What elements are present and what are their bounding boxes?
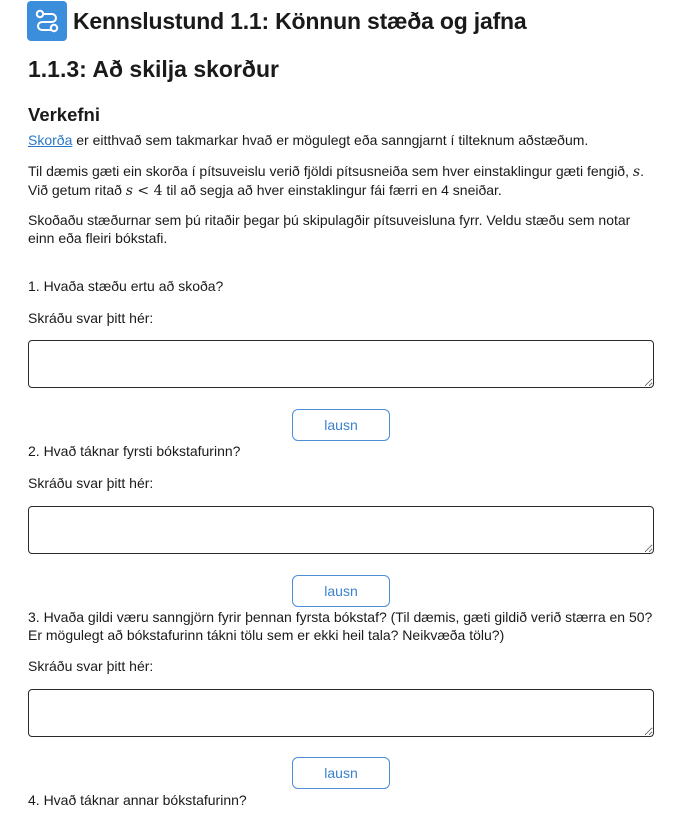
- answer-prompt-2: Skráðu svar þitt hér:: [28, 475, 154, 491]
- lesson-path-icon: [27, 1, 67, 41]
- solution-button-1[interactable]: lausn: [292, 409, 390, 441]
- intro-paragraph-1-text: er eitthvað sem takmarkar hvað er mögulegt eða sanngjarnt í tilteknum aðstæðum.: [72, 132, 589, 148]
- answer-prompt-3: Skráðu svar þitt hér:: [28, 658, 154, 674]
- intro-paragraph-3: Skoðaðu stæðurnar sem þú ritaðir þegar þú skipulagðir pítsuveisluna fyrr. Veldu stæðu sem notar einn eða fleiri bókstafi.: [28, 212, 631, 246]
- lesson-title: Kennslustund 1.1: Könnun stæða og jafna: [73, 7, 527, 34]
- section-title: 1.1.3: Að skilja skorður: [28, 56, 279, 82]
- math-inequality-variable: s: [125, 183, 133, 199]
- intro-paragraph-2-part-c: til að segja að hver einstaklingur fái færri en 4 sneiðar.: [162, 182, 502, 198]
- intro-paragraph-1: [28, 131, 656, 149]
- answer-field-2[interactable]: [28, 506, 654, 554]
- question-4: 4. Hvað táknar annar bókstafurinn?: [28, 792, 247, 808]
- intro-paragraph-2-part-a: Til dæmis gæti ein skorða í pítsuveislu verið fjöldi pítsusneiða sem hver einstaklingur gæti fengið,: [28, 163, 633, 179]
- answer-field-3[interactable]: [28, 689, 654, 737]
- lesson-header: [27, 0, 527, 42]
- question-1: 1. Hvaða stæðu ertu að skoða?: [28, 278, 224, 294]
- answer-field-1[interactable]: [28, 340, 654, 388]
- solution-button-3[interactable]: lausn: [292, 757, 390, 789]
- answer-prompt-1: Skráðu svar þitt hér:: [28, 310, 154, 326]
- math-inequality-operator: < 4: [132, 183, 163, 199]
- question-3: 3. Hvaða gildi væru sanngjörn fyrir þennan fyrsta bókstaf? (Til dæmis, gæti gildið verið stærra en 50? Er mögulegt að bókstafurinn tákni tölu sem er ekki heil tala? Neikvæða tölu?): [28, 609, 653, 643]
- intro-paragraph-2-part-b: . Við getum ritað: [28, 163, 644, 198]
- question-2: 2. Hvað táknar fyrsti bókstafurinn?: [28, 443, 241, 459]
- constraint-link[interactable]: Skorða: [28, 132, 73, 148]
- task-heading: Verkefni: [28, 104, 100, 125]
- solution-button-2[interactable]: lausn: [292, 575, 390, 607]
- intro-paragraph-2: [28, 162, 656, 200]
- math-variable: s: [632, 164, 641, 180]
